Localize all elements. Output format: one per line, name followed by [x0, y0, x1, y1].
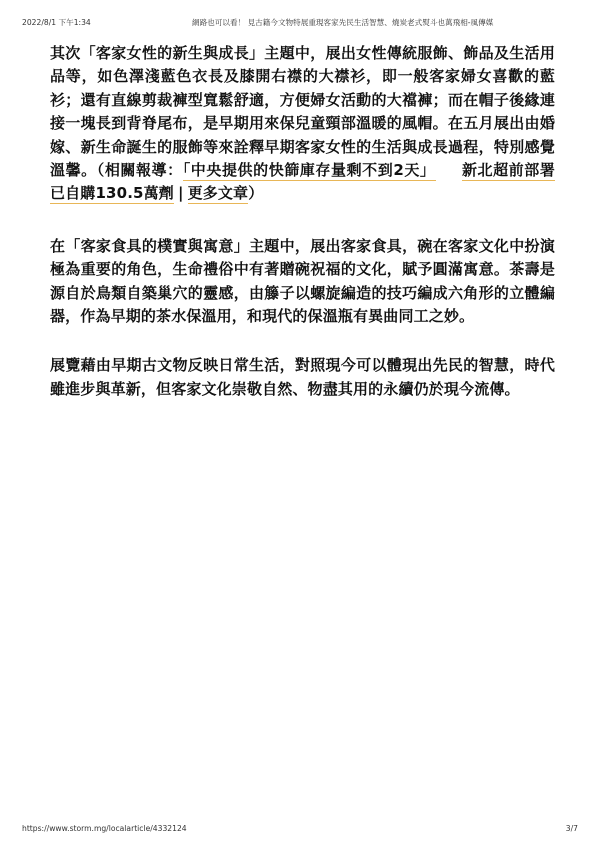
closing-paren: ） [248, 184, 264, 203]
more-articles-link[interactable]: 更多文章 [187, 184, 249, 203]
page-number: 3/7 [565, 824, 578, 833]
print-date: 2022/8/1 下午1:34 [22, 18, 91, 27]
paragraph-text: 其次「客家女性的新生與成長」主題中，展出女性傳統服飾、飾品及生活用品等，如色澤淺藍色衣長及膝開右襟的大襟衫，即一般客家婦女喜歡的藍衫；還有直線剪裁褲型寬鬆舒適，方便婦女活動的大襠褲；而在帽子後緣連接一塊長到背脊尾布，是早期用來保兒童頸部溫暖的風帽。在五月展出由婚嫁、新生命誕生的服飾等來詮釋早期客家女性的生活與成長過程，特別感覺溫馨。（相關報導： [50, 44, 555, 180]
article-paragraph [50, 42, 555, 206]
print-url: https://www.storm.mg/localarticle/4332124 [22, 824, 187, 833]
print-header [22, 17, 578, 29]
related-link[interactable]: 「中央提供的快篩庫存量剩不到2天」 [182, 161, 436, 180]
article-paragraph: 展覽藉由早期古文物反映日常生活，對照現今可以體現出先民的智慧，時代雖進步與革新，但客家文化崇敬自然、物盡其用的永續仍於現今流傳。 [50, 356, 555, 398]
print-page-title: 網路也可以看！ 見古籍今文物特展重現客家先民生活智慧、燒炭老式熨斗也萬飛相-風傳媒 [192, 18, 494, 27]
print-footer [22, 824, 578, 836]
related-link[interactable]: 新北超前部署已自購130.5萬劑 [50, 161, 555, 203]
link-separator: | [177, 184, 184, 203]
article-body [50, 42, 555, 428]
article-paragraph: 在「客家食具的樸實與寓意」主題中，展出客家食具，碗在客家文化中扮演極為重要的角色，生命禮俗中有著贈碗祝福的文化，賦予圓滿寓意。茶壽是源自於鳥類自築巢穴的靈感，由籐子以螺旋編造的技巧編成六角形的立體編器，作為早期的茶水保溫用，和現代的保溫瓶有異曲同工之妙。 [50, 236, 555, 326]
